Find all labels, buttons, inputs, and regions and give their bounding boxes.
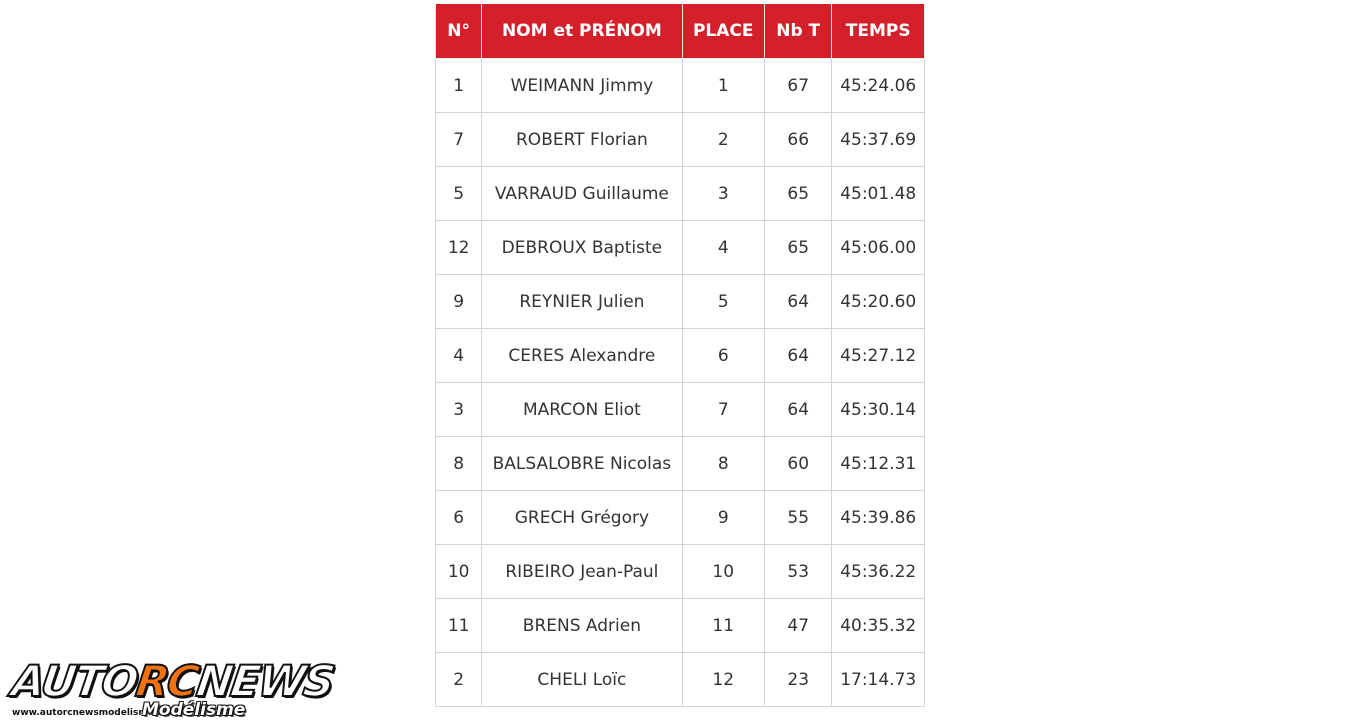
cell-time: 17:14.73 bbox=[832, 653, 925, 707]
cell-name: CERES Alexandre bbox=[482, 329, 682, 383]
table-row bbox=[436, 599, 925, 653]
cell-time: 45:12.31 bbox=[832, 437, 925, 491]
cell-num: 10 bbox=[436, 545, 482, 599]
table-row bbox=[436, 113, 925, 167]
logo-news-text: NEWS bbox=[193, 657, 337, 707]
cell-num: 1 bbox=[436, 59, 482, 113]
cell-place: 1 bbox=[682, 59, 765, 113]
header-num: N° bbox=[436, 4, 482, 59]
cell-num: 11 bbox=[436, 599, 482, 653]
cell-num: 8 bbox=[436, 437, 482, 491]
cell-time: 45:20.60 bbox=[832, 275, 925, 329]
cell-num: 6 bbox=[436, 491, 482, 545]
cell-name: BRENS Adrien bbox=[482, 599, 682, 653]
table-row bbox=[436, 275, 925, 329]
autorcnews-logo bbox=[8, 656, 337, 724]
cell-name: VARRAUD Guillaume bbox=[482, 167, 682, 221]
cell-name: REYNIER Julien bbox=[482, 275, 682, 329]
logo-url: www.autorcnewsmodelisme.fr bbox=[12, 708, 166, 718]
cell-place: 10 bbox=[682, 545, 765, 599]
cell-laps: 67 bbox=[765, 59, 832, 113]
cell-time: 40:35.32 bbox=[832, 599, 925, 653]
cell-laps: 66 bbox=[765, 113, 832, 167]
table-row bbox=[436, 383, 925, 437]
cell-laps: 65 bbox=[765, 167, 832, 221]
results-table bbox=[435, 4, 925, 707]
header-place: PLACE bbox=[682, 4, 765, 59]
cell-laps: 60 bbox=[765, 437, 832, 491]
cell-time: 45:24.06 bbox=[832, 59, 925, 113]
cell-laps: 47 bbox=[765, 599, 832, 653]
table-row bbox=[436, 59, 925, 113]
table-row bbox=[436, 167, 925, 221]
cell-num: 12 bbox=[436, 221, 482, 275]
table-body bbox=[436, 59, 925, 707]
cell-num: 7 bbox=[436, 113, 482, 167]
cell-laps: 55 bbox=[765, 491, 832, 545]
cell-time: 45:06.00 bbox=[832, 221, 925, 275]
table-header-row bbox=[436, 4, 925, 59]
header-laps: Nb T bbox=[765, 4, 832, 59]
cell-name: RIBEIRO Jean-Paul bbox=[482, 545, 682, 599]
cell-place: 9 bbox=[682, 491, 765, 545]
cell-place: 7 bbox=[682, 383, 765, 437]
cell-name: WEIMANN Jimmy bbox=[482, 59, 682, 113]
cell-name: GRECH Grégory bbox=[482, 491, 682, 545]
cell-laps: 53 bbox=[765, 545, 832, 599]
logo-auto-text: AUTO bbox=[8, 657, 140, 707]
cell-place: 12 bbox=[682, 653, 765, 707]
cell-name: MARCON Eliot bbox=[482, 383, 682, 437]
cell-place: 6 bbox=[682, 329, 765, 383]
cell-place: 5 bbox=[682, 275, 765, 329]
table-row bbox=[436, 653, 925, 707]
cell-num: 5 bbox=[436, 167, 482, 221]
table-row bbox=[436, 437, 925, 491]
cell-time: 45:39.86 bbox=[832, 491, 925, 545]
table-row bbox=[436, 545, 925, 599]
cell-laps: 23 bbox=[765, 653, 832, 707]
cell-time: 45:01.48 bbox=[832, 167, 925, 221]
cell-time: 45:30.14 bbox=[832, 383, 925, 437]
cell-laps: 64 bbox=[765, 329, 832, 383]
cell-num: 4 bbox=[436, 329, 482, 383]
cell-name: BALSALOBRE Nicolas bbox=[482, 437, 682, 491]
cell-name: DEBROUX Baptiste bbox=[482, 221, 682, 275]
cell-laps: 64 bbox=[765, 383, 832, 437]
table-row bbox=[436, 491, 925, 545]
cell-time: 45:36.22 bbox=[832, 545, 925, 599]
cell-num: 9 bbox=[436, 275, 482, 329]
table-row bbox=[436, 221, 925, 275]
cell-num: 3 bbox=[436, 383, 482, 437]
cell-name: ROBERT Florian bbox=[482, 113, 682, 167]
cell-place: 8 bbox=[682, 437, 765, 491]
header-name: NOM et PRÉNOM bbox=[482, 4, 682, 59]
cell-name: CHELI Loïc bbox=[482, 653, 682, 707]
cell-num: 2 bbox=[436, 653, 482, 707]
header-time: TEMPS bbox=[832, 4, 925, 59]
table-row bbox=[436, 329, 925, 383]
cell-place: 4 bbox=[682, 221, 765, 275]
logo-rc-text: RC bbox=[132, 657, 201, 707]
cell-laps: 64 bbox=[765, 275, 832, 329]
cell-place: 3 bbox=[682, 167, 765, 221]
cell-place: 2 bbox=[682, 113, 765, 167]
cell-place: 11 bbox=[682, 599, 765, 653]
cell-time: 45:27.12 bbox=[832, 329, 925, 383]
logo-wordmark bbox=[9, 658, 336, 706]
cell-laps: 65 bbox=[765, 221, 832, 275]
logo-subtitle: Modélisme bbox=[142, 700, 246, 720]
cell-time: 45:37.69 bbox=[832, 113, 925, 167]
